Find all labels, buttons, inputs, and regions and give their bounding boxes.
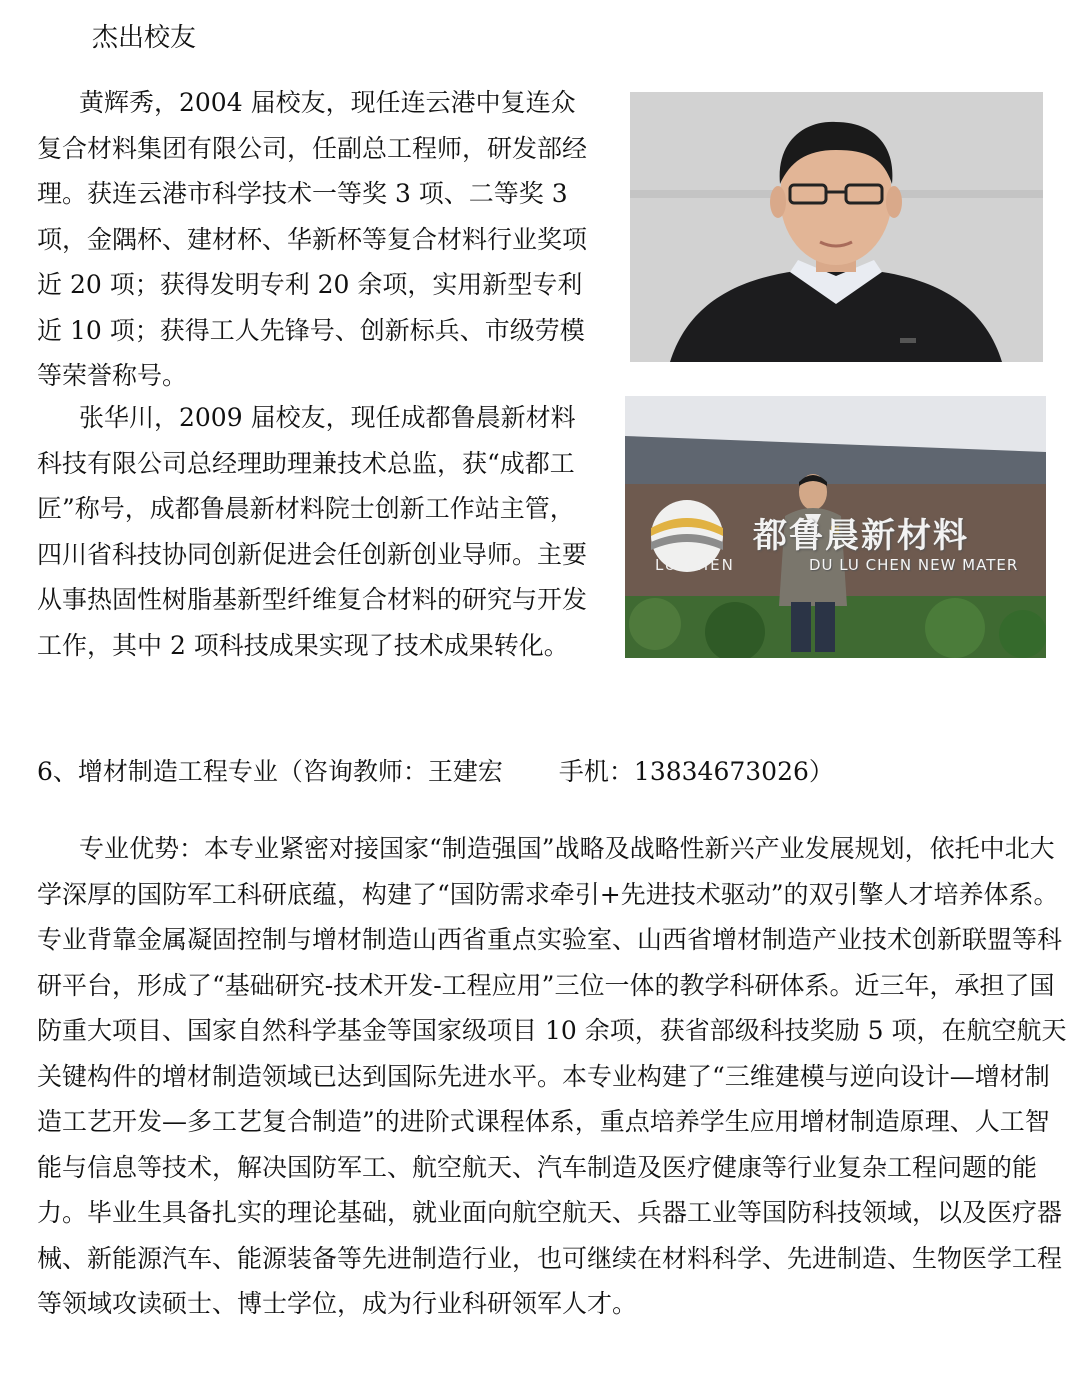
major-title: 6、增材制造工程专业（咨询教师：王建宏 — [37, 757, 503, 786]
alumni-profile-2-text: 张华川，2009 届校友，现任成都鲁晨新材料科技有限公司总经理助理兼技术总监，获“成都工匠”称号，成都鲁晨新材料院士创新工作站主管，四川省科技协同创新促进会任创新创业导师。主要从事热固性树脂基新型纤维复合材料的研究与开发工作，其中 2 项科技成果实现了技术成果转化。 — [37, 403, 588, 660]
factory-sign-english: DU LU CHEN NEW MATER — [809, 556, 1019, 574]
major-heading — [37, 752, 1057, 792]
alumni-profile-1 — [37, 80, 600, 399]
factory-logo-text: LU CHEN — [655, 556, 735, 574]
alumni-photo-1 — [630, 92, 1043, 362]
major-phone: 手机：13834673026） — [558, 757, 834, 786]
major-description — [37, 826, 1067, 1327]
alumni-photo-2 — [625, 396, 1046, 658]
section-heading-alumni: 杰出校友 — [92, 23, 197, 53]
alumni-profile-1-text: 黄辉秀，2004 届校友，现任连云港中复连众复合材料集团有限公司，任副总工程师，研发部经理。获连云港市科学技术一等奖 3 项、二等奖 3 项，金隅杯、建材杯、华新杯等复合材料行业奖项近 20 项；获得发明专利 20 余项，实用新型专利近 10 项；获得工人先锋号、创新标兵、市级劳模等荣誉称号。 — [37, 88, 588, 390]
factory-sign-text: 都鲁晨新材料 — [753, 516, 969, 556]
alumni-profile-2 — [37, 395, 597, 668]
major-body: 本专业紧密对接国家“制造强国”战略及战略性新兴产业发展规划，依托中北大学深厚的国防军工科研底蕴，构建了“国防需求牵引+先进技术驱动”的双引擎人才培养体系。专业背靠金属凝固控制与增材制造山西省重点实验室、山西省增材制造产业技术创新联盟等科研平台，形成了“基础研究-技术开发-工程应用”三位一体的教学科研体系。近三年，承担了国防重大项目、国家自然科学基金等国家级项目 10 余项，获省部级科技奖励 5 项，在航空航天关键构件的增材制造领域已达到国际先进水平。本专业构建了“三维建模与逆向设计—增材制造工艺开发—多工艺复合制造”的进阶式课程体系，重点培养学生应用增材制造原理、人工智能与信息等技术，解决国防军工、航空航天、汽车制造及医疗健康等行业复杂工程问题的能力。毕业生具备扎实的理论基础，就业面向航空航天、兵器工业等国防科技领域，以及医疗器械、新能源汽车、能源装备等先进制造行业，也可继续在材料科学、先进制造、生物医学工程等领域攻读硕士、博士学位，成为行业科研领军人才。 — [37, 834, 1067, 1318]
portrait-illustration-1 — [630, 92, 1043, 362]
major-lead: 专业优势： — [79, 834, 205, 863]
